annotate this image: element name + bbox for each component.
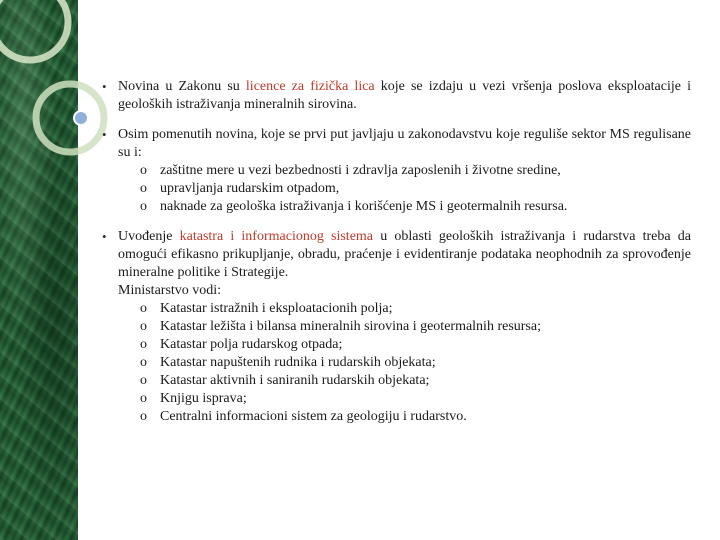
bullet-regulations (98, 126, 691, 216)
bullet-cadastre (98, 228, 691, 426)
bullet-symbol: • (102, 229, 107, 244)
highlight-text: katastra i informacionog sistema (179, 229, 374, 244)
highlight-text: licence za fizička lica (245, 79, 375, 94)
list-item: o zaštitne mere u vezi bezbednosti i zdravlja zaposlenih i životne sredine, (140, 163, 561, 178)
bullet-symbol: • (102, 79, 107, 94)
subheading: Ministarstvo vodi: (118, 283, 222, 298)
list-item: o Katastar ležišta i bilansa mineralnih sirovina i geotermalnih resursa; (140, 319, 541, 334)
list-item: o Knjigu isprava; (140, 391, 247, 406)
list-item: o naknade za geološka istraživanja i korišćenje MS i geotermalnih resursa. (140, 199, 568, 214)
list-item: o Katastar istražnih i eksploatacionih polja; (140, 301, 393, 316)
medium-ring (36, 84, 104, 152)
list-item: o Centralni informacioni sistem za geologiju i rudarstvo. (140, 409, 467, 424)
bullet-licences (98, 78, 691, 114)
list-item: o Katastar aktivnih i saniranih rudarskih objekata; (140, 373, 430, 388)
bullet-text: Novina u Zakonu su licence za fizička lica koje se izdaju u vezi vršenja poslova eksploatacije i geoloških istraživanja mineralnih sirovina. (118, 79, 691, 112)
small-dot (74, 111, 88, 125)
bullet-text: Uvođenje katastra i informacionog sistema u oblasti geoloških istraživanja i rudarstva treba da omogući efikasno prikupljanje, obradu, praćenje i evidentiranje podataka neophodnih za sprovođenje mineralne politike i Strategije. (118, 229, 691, 280)
list-item: o Katastar napuštenih rudnika i rudarskih objekata; (140, 355, 436, 370)
bullet-symbol: • (102, 127, 107, 142)
list-item: o Katastar polja rudarskog otpada; (140, 337, 343, 352)
list-item: o upravljanja rudarskim otpadom, (140, 181, 340, 196)
large-ring (0, 0, 68, 60)
bullet-text: Osim pomenutih novina, koje se prvi put javljaju u zakonodavstvu koje reguliše sektor MS regulisane su i: (118, 127, 691, 160)
slide-content (98, 78, 691, 438)
